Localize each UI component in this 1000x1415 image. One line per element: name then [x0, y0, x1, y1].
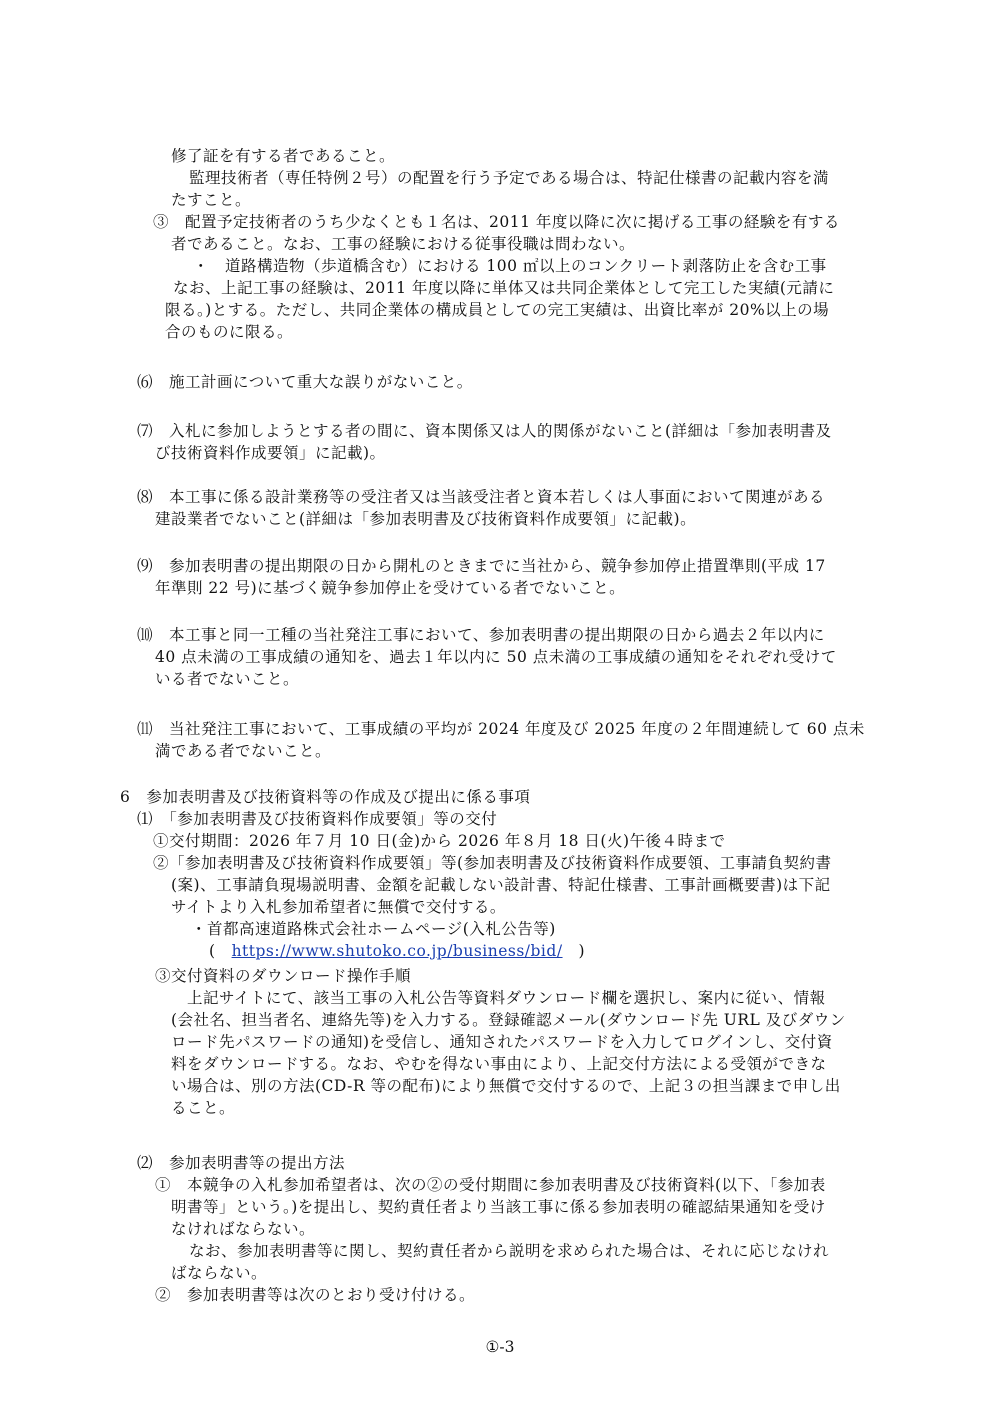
text-line: ⑴ 「参加表明書及び技術資料作成要領」等の交付 [137, 810, 498, 828]
text-line: 40 点未満の工事成績の通知を、過去１年以内に 50 点未満の工事成績の通知をそれぞれ受けて [155, 648, 837, 666]
text-line: 上記サイトにて、該当工事の入札公告等資料ダウンロード欄を選択し、案内に従い、情報 [187, 989, 826, 1007]
text-line: ①交付期間：2026 年７月 10 日(金)から 2026 年８月 18 日(火)午後４時まで [153, 832, 726, 850]
text-line: (会社名、担当者名、連絡先等)を入力する。登録確認メール(ダウンロード先 URL 及びダウン [171, 1011, 846, 1029]
text-line: ⑻ 本工事に係る設計業務等の受注者又は当該受注者と資本若しくは人事面において関連がある [137, 488, 826, 506]
text-line: いる者でないこと。 [155, 670, 300, 688]
text-line: 料をダウンロードする。なお、やむを得ない事由により、上記交付方法による受領ができな [171, 1055, 827, 1073]
text-line: ⑵ 参加表明書等の提出方法 [137, 1154, 346, 1172]
text-line: ること。 [171, 1099, 236, 1117]
text-line: 6 参加表明書及び技術資料等の作成及び提出に係る事項 [120, 788, 531, 806]
text-line: ⑽ 本工事と同一工種の当社発注工事において、参加表明書の提出期限の日から過去２年以内に [137, 626, 825, 644]
text-line: ⑾ 当社発注工事において、工事成績の平均が 2024 年度及び 2025 年度の２年間連続して 60 点未 [137, 720, 865, 738]
text-line: ③ 配置予定技術者のうち少なくとも１名は、2011 年度以降に次に掲げる工事の経験を有する [153, 213, 840, 231]
text-line: 修了証を有する者であること。 [171, 147, 396, 165]
text-line: ⑹ 施工計画について重大な誤りがないこと。 [137, 373, 473, 391]
text-line: ・首都高速道路株式会社ホームページ(入札公告等) [191, 920, 556, 938]
text-line: 限る。)とする。ただし、共同企業体の構成員としての完工実績は、出資比率が 20%以上の場 [165, 301, 830, 319]
text-line: なお、参加表明書等に関し、契約責任者から説明を求められた場合は、それに応じなけれ [189, 1242, 830, 1260]
text-line: い場合は、別の方法(CD-R 等の配布)により無償で交付するので、上記３の担当課まで申し出 [171, 1077, 841, 1095]
text-line: なければならない。 [171, 1220, 316, 1238]
text-line: たすこと。 [171, 191, 252, 209]
text-line: ③交付資料のダウンロード操作手順 [155, 967, 412, 985]
text-line: ②「参加表明書及び技術資料作成要領」等(参加表明書及び技術資料作成要領、工事請負契約書 [153, 854, 832, 872]
text-line: 合のものに限る。 [165, 323, 294, 341]
url-line [209, 940, 585, 962]
page-number: ①-3 [485, 1338, 515, 1356]
text-line: ② 参加表明書等は次のとおり受け付ける。 [155, 1286, 476, 1304]
text-line: ばならない。 [171, 1264, 268, 1282]
text-line: び技術資料作成要領」に記載)。 [155, 444, 386, 462]
text-line: 年準則 22 号)に基づく競争参加停止を受けている者でないこと。 [155, 579, 626, 597]
text-line: なお、上記工事の経験は、2011 年度以降に単体又は共同企業体として完工した実績(元請に [173, 279, 835, 297]
text-line: サイトより入札参加希望者に無償で交付する。 [171, 898, 506, 916]
paren-open: ( [209, 942, 232, 960]
text-line: 満である者でないこと。 [155, 742, 332, 760]
text-line: 者であること。なお、工事の経験における従事役職は問わない。 [171, 235, 636, 253]
text-line: ・ 道路構造物（歩道橋含む）における 100 ㎡以上のコンクリート剥落防止を含む工事 [193, 257, 827, 275]
paren-close: ) [562, 942, 586, 960]
text-line: ⑺ 入札に参加しようとする者の間に、資本関係又は人的関係がないこと(詳細は「参加表明書及 [137, 422, 832, 440]
text-line: ⑼ 参加表明書の提出期限の日から開札のときまでに当社から、競争参加停止措置準則(平成 17 [137, 557, 826, 575]
bid-page-link[interactable]: https://www.shutoko.co.jp/business/bid/ [231, 942, 563, 960]
text-line: ① 本競争の入札参加希望者は、次の②の受付期間に参加表明書及び技術資料(以下、「参加表 [155, 1176, 826, 1194]
text-line: (案)、工事請負現場説明書、金額を記載しない設計書、特記仕様書、工事計画概要書)は下記 [171, 876, 831, 894]
text-line: ロード先パスワードの通知)を受信し、通知されたパスワードを入力してログインし、交付資 [171, 1033, 833, 1051]
text-line: 明書等」という。)を提出し、契約責任者より当該工事に係る参加表明の確認結果通知を受け [171, 1198, 826, 1216]
text-line: 建設業者でないこと(詳細は「参加表明書及び技術資料作成要領」に記載)。 [155, 510, 697, 528]
text-line: 監理技術者（専任特例２号）の配置を行う予定である場合は、特記仕様書の記載内容を満 [189, 169, 830, 187]
